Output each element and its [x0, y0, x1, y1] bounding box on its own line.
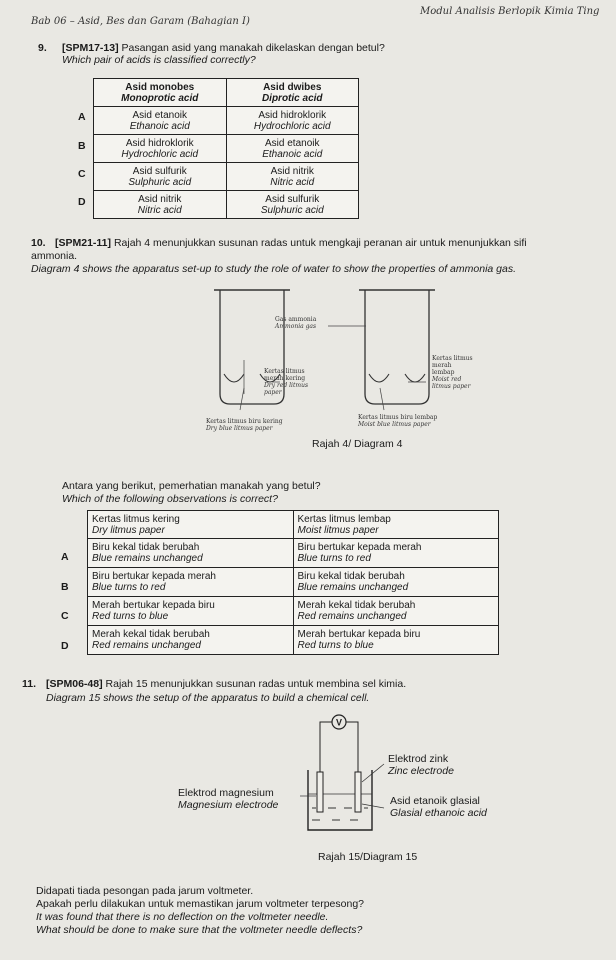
q10-number: 10. [31, 237, 46, 249]
q9-text-en: Which pair of acids is classified correctly? [62, 54, 256, 66]
diagram-15-caption: Rajah 15/Diagram 15 [318, 851, 418, 863]
q11-text-ms: Rajah 15 menunjukkan susunan radas untuk membina sel kimia. [105, 678, 407, 690]
q9-row-a [94, 107, 359, 135]
q10-option-letter-a[interactable]: A [61, 551, 69, 563]
q9-cell: Asid sulfurik Sulphuric acid [226, 191, 359, 219]
q9-cell: Asid etanoik Ethanoic acid [226, 135, 359, 163]
q11-number: 11. [22, 678, 37, 690]
q11-stem-ms [46, 678, 406, 690]
q9-cell: Asid sulfurik Sulphuric acid [94, 163, 227, 191]
q10-question-ms: Antara yang berikut, pemerhatian manakah yang betul? [62, 480, 321, 492]
q10-cell: Merah kekal tidak berubah Red remains unchanged [88, 626, 294, 655]
voltmeter-symbol: V [335, 717, 343, 728]
q10-row-a [88, 539, 499, 568]
q11-follow-up [36, 885, 364, 937]
dry-blue-litmus-label: Kertas litmus biru kering Dry blue litmus paper [206, 418, 283, 432]
q10-option-letter-c[interactable]: C [61, 610, 69, 622]
q9-option-letter-c[interactable]: C [78, 168, 86, 180]
magnesium-electrode-label: Elektrod magnesium Magnesium electrode [178, 787, 279, 811]
moist-red-litmus-label: Kertas litmus merah lembap Moist red litmus paper [432, 355, 473, 390]
q10-cell: Merah bertukar kepada biru Red turns to blue [88, 597, 294, 626]
q10-tag: [SPM21-11] [55, 237, 112, 249]
q10-row-d [88, 626, 499, 655]
module-header: Modul Analisis Berlopik Kimia Ting [420, 6, 600, 17]
magnesium-electrode [317, 772, 323, 812]
diagram-4-caption: Rajah 4/ Diagram 4 [312, 438, 403, 450]
q9-option-letter-b[interactable]: B [78, 140, 86, 152]
q10-row-c [88, 597, 499, 626]
q9-option-letter-d[interactable]: D [78, 196, 86, 208]
gas-label: Gas ammonia Ammonia gas [275, 316, 317, 330]
q9-row-d [94, 191, 359, 219]
q10-option-letter-d[interactable]: D [61, 640, 69, 652]
q10-cell: Biru kekal tidak berubah Blue remains unchanged [293, 568, 499, 597]
q10-text-ms: Rajah 4 menunjukkan susunan radas untuk mengkaji peranan air untuk menunjukkan sifi [113, 237, 527, 249]
q10-cell: Biru bertukar kepada merah Blue turns to red [88, 568, 294, 597]
q10-option-letter-b[interactable]: B [61, 581, 69, 593]
q9-row-b [94, 135, 359, 163]
q11-follow-ms-2: Apakah perlu dilakukan untuk memastikan jarum voltmeter terpesong? [36, 898, 365, 910]
q11-follow-en-2: What should be done to make sure that the voltmeter needle deflects? [36, 924, 363, 936]
q9-table [93, 78, 359, 219]
q9-header-diprotic: Asid dwibes Diprotic acid [226, 79, 359, 107]
q9-header-monoprotic: Asid monobes Monoprotic acid [94, 79, 227, 107]
q10-cell: Merah kekal tidak berubah Red remains unchanged [293, 597, 499, 626]
q10-header-moist: Kertas litmus lembap Moist litmus paper [293, 511, 499, 539]
q9-cell: Asid etanoik Ethanoic acid [94, 107, 227, 135]
q10-text-ms-cont: ammonia. [31, 250, 78, 262]
q10-stem-ms [55, 237, 615, 249]
q10-table [87, 510, 499, 655]
zinc-electrode [355, 772, 361, 812]
q10-header-dry: Kertas litmus kering Dry litmus paper [88, 511, 294, 539]
q9-text-ms: Pasangan asid yang manakah dikelaskan dengan betul? [121, 42, 385, 54]
q9-stem-ms [62, 42, 385, 54]
moist-gas-jar [359, 290, 435, 404]
dry-red-litmus-label: Kertas litmus merah kering Dry red litmus paper [264, 368, 309, 396]
q9-cell: Asid nitrik Nitric acid [226, 163, 359, 191]
q11-follow-ms-1: Didapati tiada pesongan pada jarum voltmeter. [36, 885, 254, 897]
q9-cell: Asid nitrik Nitric acid [94, 191, 227, 219]
q11-follow-en-1: It was found that there is no deflection on the voltmeter needle. [36, 911, 329, 923]
q10-cell: Biru kekal tidak berubah Blue remains unchanged [88, 539, 294, 568]
q9-number: 9. [38, 42, 47, 54]
q11-tag: [SPM06-48] [46, 678, 103, 690]
q10-question-en: Which of the following observations is correct? [62, 493, 278, 505]
q9-tag: [SPM17-13] [62, 42, 119, 54]
zinc-electrode-label: Elektrod zink Zinc electrode [388, 753, 454, 777]
moist-blue-litmus-label: Kertas litmus biru lembap Moist blue litmus paper [358, 414, 438, 428]
q10-cell: Biru bertukar kepada merah Blue turns to red [293, 539, 499, 568]
q10-row-b [88, 568, 499, 597]
q10-cell: Merah bertukar kepada biru Red turns to blue [293, 626, 499, 655]
q11-text-en: Diagram 15 shows the setup of the apparatus to build a chemical cell. [46, 692, 370, 704]
q10-text-en: Diagram 4 shows the apparatus set-up to study the role of water to show the properties of ammonia gas. [31, 263, 517, 275]
q9-row-c [94, 163, 359, 191]
q9-option-letter-a[interactable]: A [78, 111, 86, 123]
q9-cell: Asid hidroklorik Hydrochloric acid [94, 135, 227, 163]
chapter-header: Bab 06 – Asid, Bes dan Garam (Bahagian I) [31, 16, 250, 27]
chemical-cell-diagram [300, 712, 390, 832]
acid-label: Asid etanoik glasial Glasial ethanoic acid [390, 795, 487, 819]
q9-cell: Asid hidroklorik Hydrochloric acid [226, 107, 359, 135]
